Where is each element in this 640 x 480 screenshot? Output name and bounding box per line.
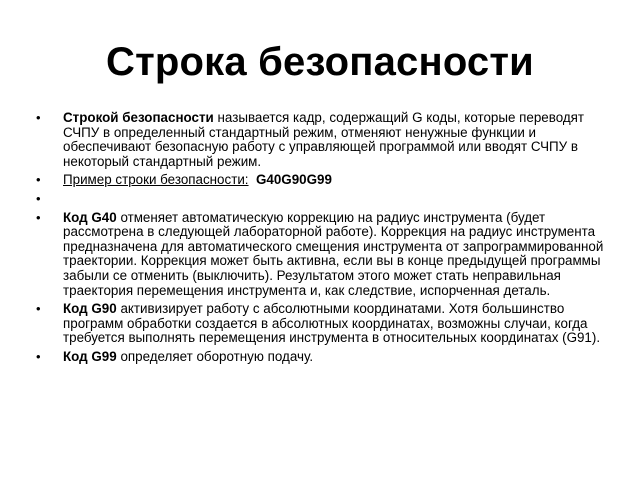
- bullet-dot-icon: •: [36, 110, 41, 125]
- bullet-g40: [36, 211, 608, 299]
- bullet-empty: [36, 192, 608, 207]
- bullet-g90: [36, 302, 608, 346]
- definition-text: называется кадр, содержащий G коды, которые переводят СЧПУ в определенный стандартный режим, отменяют ненужные функции и обеспечивают безопасную работу с управляющей программой или вводят СЧПУ в некоторый стандартный режим.: [63, 110, 585, 169]
- bullet-dot-icon: •: [36, 301, 41, 317]
- bullet-definition: [36, 111, 608, 169]
- definition-term: Строкой безопасности: [63, 110, 214, 125]
- bullet-dot-icon: •: [36, 190, 41, 206]
- g40-term: Код G40: [63, 209, 117, 225]
- example-label: Пример строки безопасности:: [63, 172, 249, 188]
- bullet-list: [36, 111, 608, 369]
- bullet-example: [36, 173, 608, 188]
- example-value: G40G90G99: [255, 172, 332, 188]
- bullet-dot-icon: •: [36, 172, 41, 188]
- g90-text: активизирует работу с абсолютными координатами. Хотя большинство программ обработки создается в абсолютных координатах, возможны случаи, когда требуется выполнять перемещения инструмента в относительных координатах (G91).: [63, 301, 601, 346]
- g99-term: Код G99: [63, 348, 117, 364]
- slide-title: Строка безопасности: [106, 40, 534, 84]
- g90-term: Код G90: [63, 301, 117, 317]
- g40-text: отменяет автоматическую коррекцию на радиус инструмента (будет рассмотрена в следующей лабораторной работе). Коррекция на радиус инструмента предназначена для автоматического смещения инструмента от запрограммированной траектории. Коррекция может быть активна, если вы в конце предыдущей программы забыли се отменить (выключить). Результатом этого может стать неправильная траектория перемещения инструмента и, как следствие, испорченная деталь.: [63, 209, 604, 298]
- g99-text: определяет оборотную подачу.: [116, 348, 314, 364]
- bullet-g99: [36, 350, 608, 365]
- bullet-dot-icon: •: [36, 209, 41, 225]
- bullet-dot-icon: •: [36, 348, 41, 364]
